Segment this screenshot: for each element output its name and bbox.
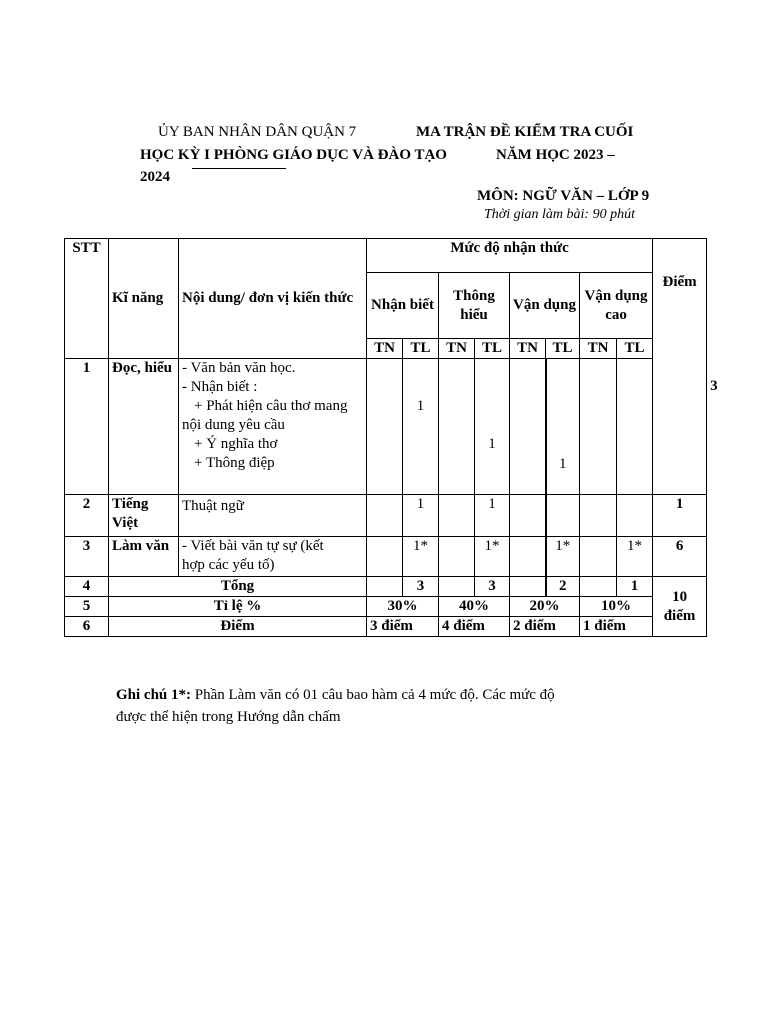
header-stt: STT (65, 239, 109, 359)
row-stt: 5 (65, 597, 109, 617)
row-skill: Đọc, hiểu (109, 359, 179, 495)
level-thong-hieu: Thông hiểu (439, 273, 510, 339)
ratio-th: 40% (439, 597, 510, 617)
content-line: hợp các yếu tố) (182, 557, 275, 573)
cell (367, 537, 403, 577)
cell (439, 495, 475, 537)
total-th: 3 (475, 577, 510, 597)
school-year-end: 2024 (140, 169, 170, 185)
table-row-total (65, 577, 707, 597)
exam-time: Thời gian làm bài: 90 phút (484, 207, 635, 222)
doc-title: MA TRẬN ĐỀ KIỂM TRA CUỐI (416, 124, 634, 140)
header-content: Nội dung/ đơn vị kiến thức (179, 239, 367, 359)
row-score: 6 (653, 537, 707, 577)
cell-th-tl (475, 359, 510, 495)
cell (580, 495, 617, 537)
points-nb: 3 điểm (367, 617, 439, 637)
row-score: 1 (653, 495, 707, 537)
total-label: Tổng (109, 577, 367, 597)
row-content (179, 537, 367, 577)
ratio-nb: 30% (367, 597, 439, 617)
footnote (116, 684, 555, 728)
header-skill: Kĩ năng (109, 239, 179, 359)
cell (580, 537, 617, 577)
header-underline (192, 168, 286, 169)
row-stt: 1 (65, 359, 109, 495)
cell-nb-tl: 1 (403, 495, 439, 537)
row-stt: 4 (65, 577, 109, 597)
cell-th-tl: 1* (475, 537, 510, 577)
row-stt: 2 (65, 495, 109, 537)
cell-vd-tl (546, 359, 580, 495)
footnote-text: Phần Làm văn có 01 câu bao hàm cả 4 mức độ. Các mức độ (191, 687, 555, 703)
total-nb: 3 (403, 577, 439, 597)
cell-value: 1 (559, 456, 567, 472)
header-score-column (653, 239, 707, 495)
level-nhan-biet: Nhận biết (367, 273, 439, 339)
tl-label: TL (546, 339, 580, 359)
table-row-points (65, 617, 707, 637)
cell-value: 1 (416, 398, 425, 414)
table-row (65, 537, 707, 577)
content-line: + Thông điệp (194, 455, 275, 471)
cell-vd-tl: 1* (546, 537, 580, 577)
row-stt: 6 (65, 617, 109, 637)
total-vdc: 1 (617, 577, 653, 597)
row-skill: Tiếng Việt (109, 495, 179, 537)
tl-label: TL (617, 339, 653, 359)
content-line: + Ý nghĩa thơ (194, 436, 278, 452)
cell-nb-tl (403, 359, 439, 495)
row-content (179, 359, 367, 495)
cell-th-tl: 1 (475, 495, 510, 537)
table-row-ratio (65, 597, 707, 617)
cell-nb-tl: 1* (403, 537, 439, 577)
tn-label: TN (439, 339, 475, 359)
cell-value: 1 (488, 436, 496, 452)
cell (367, 495, 403, 537)
cell (580, 577, 617, 597)
points-label: Điểm (109, 617, 367, 637)
cell (510, 495, 546, 537)
points-vdc: 1 điểm (580, 617, 653, 637)
tn-label: TN (510, 339, 546, 359)
row-stt: 3 (65, 537, 109, 577)
cell (510, 577, 546, 597)
cell (617, 359, 653, 495)
table-row: 1 Đọc, hiểu - Văn bản văn học. - Nhận biết : + Phát hiện câu thơ mang nội dung yêu cầu + Ý nghĩa thơ + Thông điệp 1 1 1 3 (65, 359, 707, 495)
footnote-label: Ghi chú 1*: (116, 687, 192, 703)
cell (439, 537, 475, 577)
row-skill: Làm văn (109, 537, 179, 577)
cell-vdc-tl: 1* (617, 537, 653, 577)
cell (439, 359, 475, 495)
total-vd: 2 (546, 577, 580, 597)
ratio-vdc: 10% (580, 597, 653, 617)
cell (367, 359, 403, 495)
cell (546, 495, 580, 537)
cell (510, 359, 546, 495)
content-line: - Văn bản văn học. (182, 360, 296, 376)
final-score: 10 điểm (653, 577, 707, 637)
cell (580, 359, 617, 495)
tn-label: TN (367, 339, 403, 359)
level-van-dung: Vận dụng (510, 273, 580, 339)
ratio-vd: 20% (510, 597, 580, 617)
content-line: nội dung yêu cầu (182, 417, 285, 433)
tl-label: TL (475, 339, 510, 359)
header-score: Điểm (662, 274, 697, 290)
row-content: Thuật ngữ (179, 495, 367, 537)
tn-label: TN (580, 339, 617, 359)
header-dept-line: HỌC KỲ I PHÒNG GIÁO DỤC VÀ ĐÀO TẠO (140, 147, 447, 163)
ratio-label: Tỉ lệ % (109, 597, 367, 617)
cell (510, 537, 546, 577)
points-vd: 2 điểm (510, 617, 580, 637)
exam-matrix-table (64, 238, 718, 637)
header-cognitive-level: Mức độ nhận thức (367, 239, 653, 273)
school-year: NĂM HỌC 2023 – (496, 147, 615, 163)
footnote-text-continued: được thể hiện trong Hướng dẫn chấm (116, 709, 341, 725)
tl-label: TL (403, 339, 439, 359)
table-row (65, 495, 707, 537)
level-van-dung-cao: Vận dụng cao (580, 273, 653, 339)
header-org-line: ỦY BAN NHÂN DÂN QUẬN 7 (158, 124, 357, 140)
content-line: + Phát hiện câu thơ mang (194, 398, 348, 414)
cell (439, 577, 475, 597)
cell (617, 495, 653, 537)
content-line: - Nhận biết : (182, 379, 258, 395)
cell (367, 577, 403, 597)
subject-line: MÔN: NGỮ VĂN – LỚP 9 (477, 188, 650, 204)
content-line: - Viết bài văn tự sự (kết (182, 538, 324, 554)
points-th: 4 điểm (439, 617, 510, 637)
